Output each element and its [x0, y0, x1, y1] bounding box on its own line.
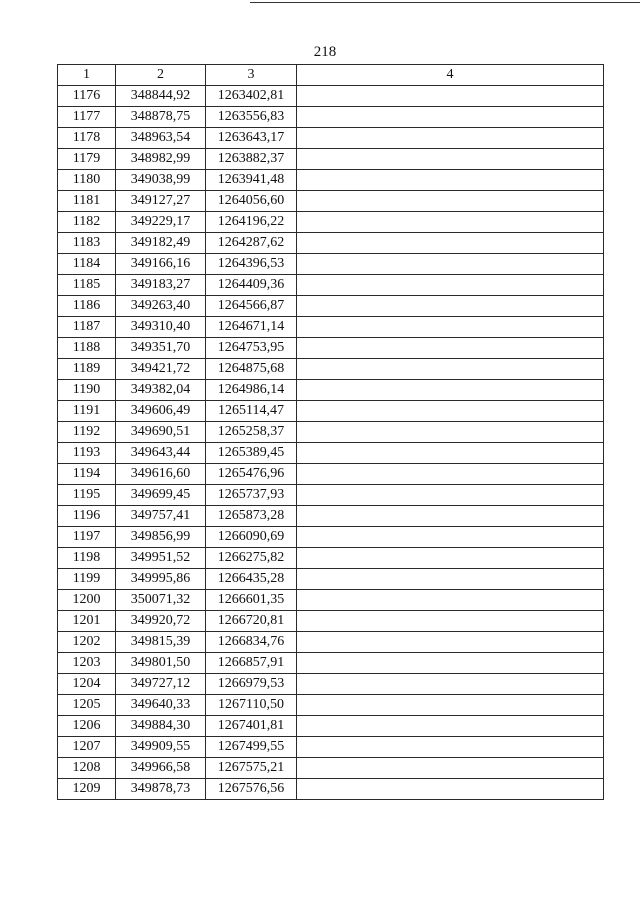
- point-number-cell: 1207: [58, 737, 116, 758]
- y-coordinate-cell: 1264287,62: [206, 233, 297, 254]
- x-coordinate-cell: 349909,55: [116, 737, 206, 758]
- notes-cell: [297, 590, 604, 611]
- point-number-cell: 1194: [58, 464, 116, 485]
- table-row: [58, 758, 604, 779]
- table-row: [58, 317, 604, 338]
- coordinates-table: [57, 64, 604, 800]
- table-row: [58, 359, 604, 380]
- column-header-1: 1: [58, 65, 116, 86]
- y-coordinate-cell: 1266834,76: [206, 632, 297, 653]
- y-coordinate-cell: 1264196,22: [206, 212, 297, 233]
- notes-cell: [297, 506, 604, 527]
- y-coordinate-cell: 1267575,21: [206, 758, 297, 779]
- notes-cell: [297, 653, 604, 674]
- table-row: [58, 632, 604, 653]
- notes-cell: [297, 548, 604, 569]
- table-row: [58, 674, 604, 695]
- x-coordinate-cell: 348844,92: [116, 86, 206, 107]
- point-number-cell: 1201: [58, 611, 116, 632]
- column-header-3: 3: [206, 65, 297, 86]
- table-row: [58, 590, 604, 611]
- notes-cell: [297, 233, 604, 254]
- notes-cell: [297, 380, 604, 401]
- y-coordinate-cell: 1265114,47: [206, 401, 297, 422]
- table-row: [58, 275, 604, 296]
- point-number-cell: 1184: [58, 254, 116, 275]
- y-coordinate-cell: 1264566,87: [206, 296, 297, 317]
- point-number-cell: 1208: [58, 758, 116, 779]
- point-number-cell: 1178: [58, 128, 116, 149]
- y-coordinate-cell: 1264986,14: [206, 380, 297, 401]
- y-coordinate-cell: 1266090,69: [206, 527, 297, 548]
- table-row: [58, 779, 604, 800]
- point-number-cell: 1197: [58, 527, 116, 548]
- notes-cell: [297, 170, 604, 191]
- x-coordinate-cell: 349801,50: [116, 653, 206, 674]
- point-number-cell: 1186: [58, 296, 116, 317]
- y-coordinate-cell: 1263643,17: [206, 128, 297, 149]
- point-number-cell: 1189: [58, 359, 116, 380]
- notes-cell: [297, 443, 604, 464]
- table-row: [58, 737, 604, 758]
- notes-cell: [297, 149, 604, 170]
- table-row: [58, 107, 604, 128]
- x-coordinate-cell: 350071,32: [116, 590, 206, 611]
- x-coordinate-cell: 349310,40: [116, 317, 206, 338]
- x-coordinate-cell: 349166,16: [116, 254, 206, 275]
- y-coordinate-cell: 1265389,45: [206, 443, 297, 464]
- notes-cell: [297, 779, 604, 800]
- column-header-4: 4: [297, 65, 604, 86]
- point-number-cell: 1193: [58, 443, 116, 464]
- x-coordinate-cell: 349263,40: [116, 296, 206, 317]
- table-row: [58, 296, 604, 317]
- y-coordinate-cell: 1266857,91: [206, 653, 297, 674]
- table-body: [58, 86, 604, 800]
- x-coordinate-cell: 349183,27: [116, 275, 206, 296]
- y-coordinate-cell: 1264753,95: [206, 338, 297, 359]
- x-coordinate-cell: 349699,45: [116, 485, 206, 506]
- x-coordinate-cell: 348878,75: [116, 107, 206, 128]
- point-number-cell: 1190: [58, 380, 116, 401]
- point-number-cell: 1183: [58, 233, 116, 254]
- x-coordinate-cell: 349382,04: [116, 380, 206, 401]
- notes-cell: [297, 275, 604, 296]
- point-number-cell: 1199: [58, 569, 116, 590]
- y-coordinate-cell: 1265258,37: [206, 422, 297, 443]
- notes-cell: [297, 359, 604, 380]
- top-border-line: [250, 2, 640, 3]
- y-coordinate-cell: 1266601,35: [206, 590, 297, 611]
- notes-cell: [297, 422, 604, 443]
- notes-cell: [297, 296, 604, 317]
- y-coordinate-cell: 1266275,82: [206, 548, 297, 569]
- point-number-cell: 1196: [58, 506, 116, 527]
- y-coordinate-cell: 1263941,48: [206, 170, 297, 191]
- x-coordinate-cell: 348982,99: [116, 149, 206, 170]
- notes-cell: [297, 86, 604, 107]
- x-coordinate-cell: 349616,60: [116, 464, 206, 485]
- point-number-cell: 1188: [58, 338, 116, 359]
- point-number-cell: 1181: [58, 191, 116, 212]
- x-coordinate-cell: 349815,39: [116, 632, 206, 653]
- table-row: [58, 86, 604, 107]
- notes-cell: [297, 212, 604, 233]
- y-coordinate-cell: 1266720,81: [206, 611, 297, 632]
- point-number-cell: 1180: [58, 170, 116, 191]
- x-coordinate-cell: 349351,70: [116, 338, 206, 359]
- x-coordinate-cell: 349182,49: [116, 233, 206, 254]
- table-row: [58, 191, 604, 212]
- table-row: [58, 485, 604, 506]
- table-row: [58, 506, 604, 527]
- y-coordinate-cell: 1264671,14: [206, 317, 297, 338]
- x-coordinate-cell: 348963,54: [116, 128, 206, 149]
- y-coordinate-cell: 1263556,83: [206, 107, 297, 128]
- table-row: [58, 254, 604, 275]
- notes-cell: [297, 338, 604, 359]
- y-coordinate-cell: 1267499,55: [206, 737, 297, 758]
- table-row: [58, 149, 604, 170]
- page-number: 218: [313, 44, 337, 60]
- point-number-cell: 1191: [58, 401, 116, 422]
- x-coordinate-cell: 349127,27: [116, 191, 206, 212]
- x-coordinate-cell: 349884,30: [116, 716, 206, 737]
- x-coordinate-cell: 349951,52: [116, 548, 206, 569]
- point-number-cell: 1200: [58, 590, 116, 611]
- y-coordinate-cell: 1265476,96: [206, 464, 297, 485]
- table-row: [58, 401, 604, 422]
- notes-cell: [297, 317, 604, 338]
- point-number-cell: 1198: [58, 548, 116, 569]
- point-number-cell: 1209: [58, 779, 116, 800]
- point-number-cell: 1176: [58, 86, 116, 107]
- table-row: [58, 569, 604, 590]
- x-coordinate-cell: 349229,17: [116, 212, 206, 233]
- notes-cell: [297, 632, 604, 653]
- table-row: [58, 338, 604, 359]
- table-header-row: [58, 65, 604, 86]
- point-number-cell: 1185: [58, 275, 116, 296]
- table-row: [58, 170, 604, 191]
- x-coordinate-cell: 349878,73: [116, 779, 206, 800]
- notes-cell: [297, 611, 604, 632]
- y-coordinate-cell: 1266979,53: [206, 674, 297, 695]
- x-coordinate-cell: 349856,99: [116, 527, 206, 548]
- x-coordinate-cell: 349757,41: [116, 506, 206, 527]
- table-row: [58, 380, 604, 401]
- notes-cell: [297, 128, 604, 149]
- y-coordinate-cell: 1264875,68: [206, 359, 297, 380]
- x-coordinate-cell: 349606,49: [116, 401, 206, 422]
- y-coordinate-cell: 1267401,81: [206, 716, 297, 737]
- x-coordinate-cell: 349421,72: [116, 359, 206, 380]
- y-coordinate-cell: 1264056,60: [206, 191, 297, 212]
- table-row: [58, 611, 604, 632]
- table-row: [58, 716, 604, 737]
- notes-cell: [297, 107, 604, 128]
- y-coordinate-cell: 1266435,28: [206, 569, 297, 590]
- point-number-cell: 1205: [58, 695, 116, 716]
- point-number-cell: 1204: [58, 674, 116, 695]
- y-coordinate-cell: 1265737,93: [206, 485, 297, 506]
- point-number-cell: 1182: [58, 212, 116, 233]
- notes-cell: [297, 527, 604, 548]
- table-row: [58, 464, 604, 485]
- table-row: [58, 443, 604, 464]
- notes-cell: [297, 401, 604, 422]
- y-coordinate-cell: 1265873,28: [206, 506, 297, 527]
- y-coordinate-cell: 1263882,37: [206, 149, 297, 170]
- notes-cell: [297, 695, 604, 716]
- notes-cell: [297, 758, 604, 779]
- table-row: [58, 695, 604, 716]
- y-coordinate-cell: 1267110,50: [206, 695, 297, 716]
- notes-cell: [297, 485, 604, 506]
- point-number-cell: 1179: [58, 149, 116, 170]
- x-coordinate-cell: 349995,86: [116, 569, 206, 590]
- notes-cell: [297, 254, 604, 275]
- y-coordinate-cell: 1267576,56: [206, 779, 297, 800]
- notes-cell: [297, 191, 604, 212]
- x-coordinate-cell: 349920,72: [116, 611, 206, 632]
- x-coordinate-cell: 349640,33: [116, 695, 206, 716]
- y-coordinate-cell: 1264396,53: [206, 254, 297, 275]
- point-number-cell: 1192: [58, 422, 116, 443]
- y-coordinate-cell: 1264409,36: [206, 275, 297, 296]
- table-row: [58, 233, 604, 254]
- notes-cell: [297, 716, 604, 737]
- y-coordinate-cell: 1263402,81: [206, 86, 297, 107]
- notes-cell: [297, 464, 604, 485]
- x-coordinate-cell: 349966,58: [116, 758, 206, 779]
- point-number-cell: 1203: [58, 653, 116, 674]
- point-number-cell: 1195: [58, 485, 116, 506]
- point-number-cell: 1187: [58, 317, 116, 338]
- point-number-cell: 1202: [58, 632, 116, 653]
- table-row: [58, 653, 604, 674]
- point-number-cell: 1206: [58, 716, 116, 737]
- table-row: [58, 422, 604, 443]
- x-coordinate-cell: 349038,99: [116, 170, 206, 191]
- x-coordinate-cell: 349727,12: [116, 674, 206, 695]
- table-row: [58, 548, 604, 569]
- notes-cell: [297, 737, 604, 758]
- x-coordinate-cell: 349643,44: [116, 443, 206, 464]
- table-row: [58, 527, 604, 548]
- point-number-cell: 1177: [58, 107, 116, 128]
- notes-cell: [297, 674, 604, 695]
- table-row: [58, 212, 604, 233]
- table-row: [58, 128, 604, 149]
- x-coordinate-cell: 349690,51: [116, 422, 206, 443]
- column-header-2: 2: [116, 65, 206, 86]
- notes-cell: [297, 569, 604, 590]
